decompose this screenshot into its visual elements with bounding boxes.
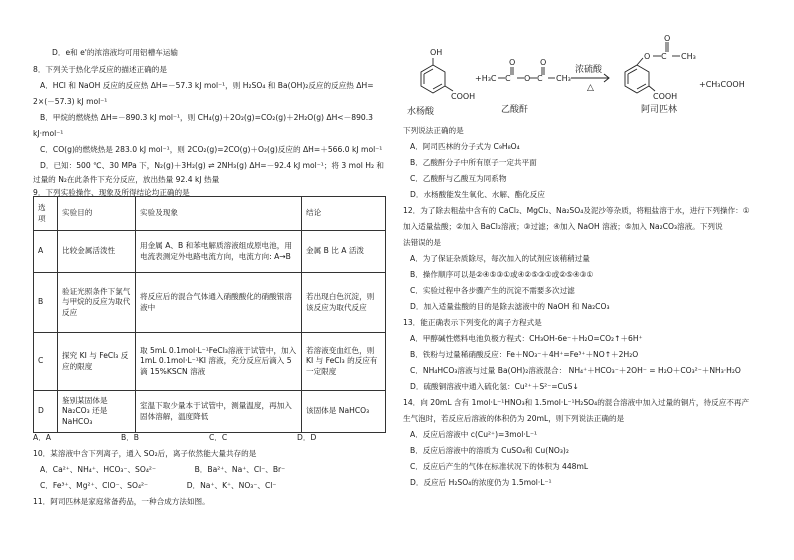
aspirin-synthesis-scheme	[403, 32, 769, 116]
q11-option-b: B．乙酸酐分子中所有原子一定共平面	[410, 158, 537, 167]
svg-text:CH₃: CH₃	[556, 74, 571, 83]
svg-text:O: O	[664, 34, 671, 43]
q8-option-b-cont: kJ·mol⁻¹	[33, 129, 64, 138]
q14-option-b: B．反应后溶液中的溶质为 CuSO₄和 Cu(NO₃)₂	[410, 446, 569, 455]
q7-option-d: D．e和 e'的浓溶液均可用铝槽车运输	[52, 48, 179, 57]
q9-option: B．B	[121, 433, 140, 442]
q12-stem-end: 法错误的是	[403, 238, 441, 247]
table-header-cell: 实验及现象	[136, 197, 302, 231]
q11-option-a: A．阿司匹林的分子式为 C₉H₈O₄	[410, 142, 520, 151]
q12-option-a: A．为了保证杂质除尽，每次加入的试剂应该稍稍过量	[410, 254, 590, 263]
table-cell: 鉴别某固体是 Na₂CO₃ 还是 NaHCO₃	[58, 391, 136, 433]
table-header-cell: 实验目的	[58, 197, 136, 231]
q12-stem: 12．为了除去粗盐中含有的 CaCl₂、MgCl₂、Na₂SO₄及泥沙等杂质，将粗盐溶于水，进行下列操作：①	[403, 206, 750, 215]
svg-text:O: O	[509, 58, 516, 67]
table-cell: 将反应后的混合气体通入硝酸酸化的硝酸银溶液中	[136, 273, 302, 333]
q12-stem-cont: 加入适量盐酸；②加入 BaCl₂溶液；③过滤；④加入 NaOH 溶液；⑤加入 Na₂CO₃溶液。下列说	[403, 222, 723, 231]
q11-question: 下列说法正确的是	[403, 126, 464, 135]
aspirin-label: 阿司匹林	[641, 105, 678, 115]
q14-option-c: C．反应后产生的气体在标准状况下的体积为 448mL	[410, 462, 589, 471]
acetic-anhydride-label: 乙酸酐	[501, 105, 529, 115]
q9-options	[33, 434, 385, 442]
q8-option-d: D．已知：500 ℃、30 MPa 下，N₂(g)＋3H₂(g) ⇌ 2NH₃(g) ΔH=－92.4 kJ mol⁻¹；将 3 mol H₂ 和	[40, 161, 384, 170]
q8-option-a: A．HCl 和 NaOH 反应的反应热 ΔH=－57.3 kJ mol⁻¹，则 H₂SO₄ 和 Ba(OH)₂反应的反应热 ΔH=	[40, 81, 374, 90]
svg-text:COOH: COOH	[653, 92, 678, 101]
table-cell: 验证光照条件下氯气与甲烷的反应为取代反应	[58, 273, 136, 333]
svg-text:O: O	[644, 52, 651, 61]
q8-option-b: B．甲烷的燃烧热 ΔH=－890.3 kJ mol⁻¹，则 CH₄(g)＋2O₂(g)=CO₂(g)＋2H₂O(g) ΔH<－890.3	[40, 113, 373, 122]
table-row	[34, 273, 386, 333]
q13-option-d: D．硫酸铜溶液中通入硫化氢：Cu²⁺＋S²⁻=CuS↓	[410, 382, 579, 391]
table-cell: 用金属 A、B 和苯电解质溶液组成原电池，用电流表测定外电路电流方向，电流方向: A→B	[136, 231, 302, 273]
q14-stem-cont: 生气泡时，若反应后溶液的体积仍为 20mL，则下列说法正确的是	[403, 414, 625, 423]
salicylic-acid-label: 水杨酸	[407, 107, 435, 116]
q10-options-ab: A．Ca²⁺、NH₄⁺、HCO₃⁻、SO₄²⁻ B．Ba²⁺、Na⁺、Cl⁻、Br⁻	[40, 465, 286, 474]
table-header-cell: 结论	[302, 197, 386, 231]
aspirin-structure	[625, 42, 680, 93]
table-cell: 该固体是 NaHCO₃	[302, 391, 386, 433]
table-cell: B	[34, 273, 58, 333]
q14-option-a: A．反应后溶液中 c(Cu²⁺)=3mol·L⁻¹	[410, 430, 538, 439]
table-row	[34, 231, 386, 273]
table-cell: C	[34, 333, 58, 391]
svg-text:C: C	[505, 74, 511, 83]
q8-option-a-cont: 2×(－57.3) kJ mol⁻¹	[33, 97, 108, 106]
q8-option-c: C．CO(g)的燃烧热是 283.0 kJ mol⁻¹，则 2CO₂(g)=2CO(g)＋O₂(g)反应的 ΔH=＋566.0 kJ mol⁻¹	[40, 145, 383, 154]
table-cell: 取 5mL 0.1mol·L⁻¹FeCl₃溶液于试管中，加入 1mL 0.1mol·L⁻¹KI 溶液，充分反应后滴入 5 滴 15%KSCN 溶液	[136, 333, 302, 391]
table-cell: 比较金属活泼性	[58, 231, 136, 273]
svg-text:C: C	[661, 52, 667, 61]
q11-option-c: C．乙酸酐与乙酸互为同系物	[410, 174, 507, 183]
q13-stem: 13．能正确表示下列变化的离子方程式是	[403, 318, 542, 327]
q10-options-cd: C．Fe³⁺、Mg²⁺、ClO⁻、SO₄²⁻ D．Na⁺、K⁺、NO₃⁻、Cl⁻	[40, 481, 277, 490]
table-cell: 若出现白色沉淀，则该反应为取代反应	[302, 273, 386, 333]
svg-text:+H₃C: +H₃C	[475, 74, 497, 83]
svg-text:O: O	[540, 58, 547, 67]
table-cell: 室温下取少量本于试管中，测量温度，再加入固体溶解，温度降低	[136, 391, 302, 433]
table-cell: 金属 B 比 A 活泼	[302, 231, 386, 273]
q13-option-c: C．NH₄HCO₃溶液与过量 Ba(OH)₂溶液混合： NH₄⁺＋HCO₃⁻＋2OH⁻ = H₂O＋CO₃²⁻＋NH₃·H₂O	[410, 366, 741, 375]
condition-label: 浓硫酸	[575, 65, 603, 75]
salicylic-acid-structure	[421, 58, 453, 93]
q14-option-d: D．反应后 H₂SO₄的浓度仍为 1.5mol·L⁻¹	[410, 478, 552, 487]
svg-text:C: C	[537, 74, 543, 83]
svg-text:O: O	[524, 74, 531, 83]
q12-option-c: C．实验过程中各步骤产生的沉淀不需要多次过滤	[410, 286, 575, 295]
table-cell: 探究 KI 与 FeCl₃ 反应的限度	[58, 333, 136, 391]
q12-option-b: B．操作顺序可以是②④⑤③①或④②⑤③①或②⑤④③①	[410, 270, 594, 279]
q9-stem: 9．下列实验操作、现象及所得结论均正确的是	[33, 188, 190, 197]
svg-text:OH: OH	[430, 48, 443, 57]
q8-option-d-cont: 过量的 N₂在此条件下充分反应，放出热量 92.4 kJ 热量	[33, 175, 220, 184]
byproduct-label: +CH₃COOH	[699, 80, 745, 89]
table-cell: D	[34, 391, 58, 433]
table-row	[34, 391, 386, 433]
table-cell: 若溶液变血红色，则 KI 与 FeCl₃ 的反应有一定限度	[302, 333, 386, 391]
q9-option: C．C	[209, 433, 228, 442]
q12-option-d: D．加入适量盐酸的目的是除去滤液中的 NaOH 和 Na₂CO₃	[410, 302, 610, 311]
q11-option-d: D．水杨酸能发生氧化、水解、酯化反应	[410, 190, 545, 199]
q11-stem: 11．阿司匹林是家庭常备药品，一种合成方法如图。	[33, 497, 210, 506]
svg-text:CH₃: CH₃	[681, 52, 696, 61]
q8-stem: 8．下列关于热化学反应的描述正确的是	[33, 65, 167, 74]
table-header-row	[34, 197, 386, 231]
table-row	[34, 333, 386, 391]
q9-option: A．A	[33, 433, 51, 442]
table-cell: A	[34, 231, 58, 273]
q9-option: D．D	[297, 433, 317, 442]
q14-stem: 14．向 20mL 含有 1mol·L⁻¹HNO₃和 1.5mol·L⁻¹H₂SO₄的混合溶液中加入过量的铜片，待反应不再产	[403, 398, 750, 407]
q13-option-b: B．铁粉与过量稀硝酸反应：Fe＋NO₃⁻＋4H⁺=Fe³⁺＋NO↑＋2H₂O	[410, 350, 639, 359]
q9-table	[33, 196, 386, 433]
heat-symbol: △	[587, 83, 594, 93]
q10-stem: 10．某溶液中含下列离子，通入 SO₂后，离子依然能大量共存的是	[33, 449, 257, 458]
table-header-cell: 选项	[34, 197, 58, 231]
svg-text:COOH: COOH	[451, 92, 476, 101]
q13-option-a: A．甲醇碱性燃料电池负极方程式：CH₃OH-6e⁻＋H₂O=CO₂↑＋6H⁺	[410, 334, 643, 343]
